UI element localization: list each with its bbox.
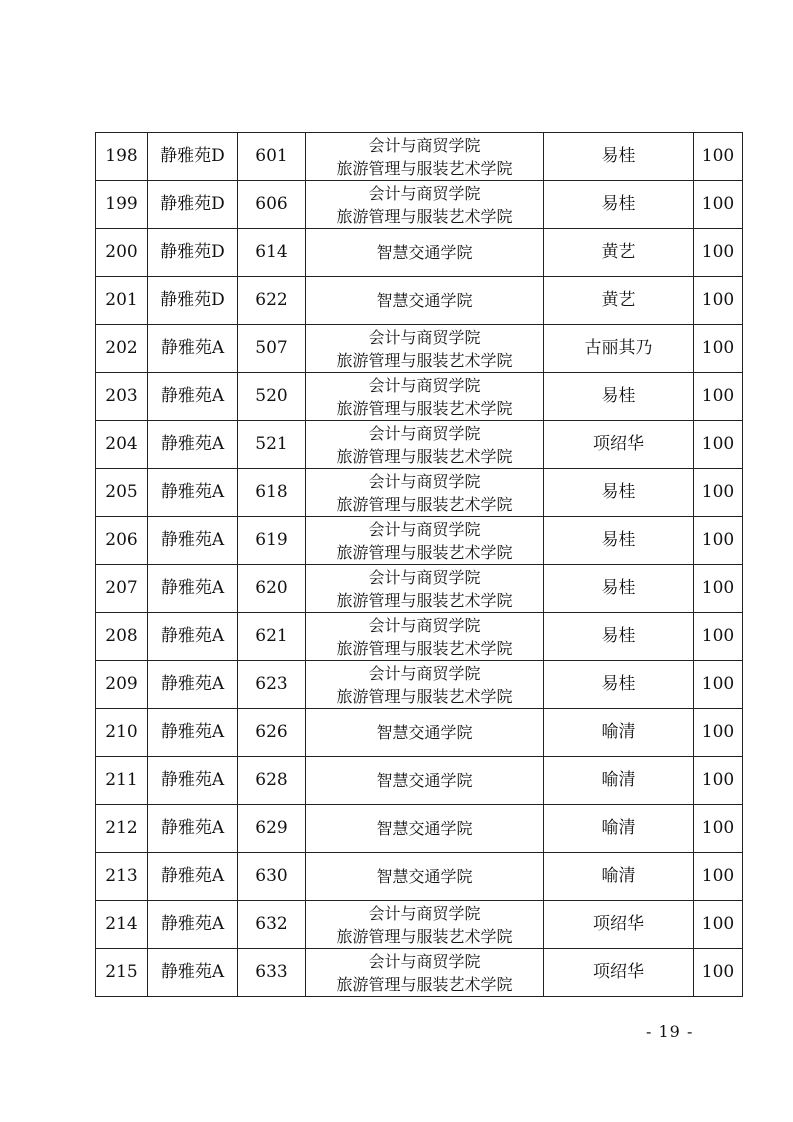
cell-number: 209 <box>96 661 148 709</box>
cell-score: 100 <box>694 613 743 661</box>
college-name: 旅游管理与服装艺术学院 <box>336 686 513 706</box>
cell-room: 621 <box>238 613 306 661</box>
college-name: 会计与商贸学院 <box>368 471 481 491</box>
cell-room: 507 <box>238 325 306 373</box>
cell-score: 100 <box>694 853 743 901</box>
college-name: 会计与商贸学院 <box>368 567 481 587</box>
cell-teacher: 项绍华 <box>544 421 694 469</box>
cell-room: 628 <box>238 757 306 805</box>
cell-college <box>306 709 544 757</box>
cell-room: 633 <box>238 949 306 997</box>
cell-college <box>306 277 544 325</box>
cell-room: 601 <box>238 133 306 181</box>
cell-building: 静雅苑A <box>148 757 238 805</box>
college-name: 旅游管理与服装艺术学院 <box>336 590 513 610</box>
cell-teacher: 易桂 <box>544 517 694 565</box>
cell-building: 静雅苑A <box>148 469 238 517</box>
cell-teacher: 易桂 <box>544 469 694 517</box>
college-name: 会计与商贸学院 <box>368 183 481 203</box>
college-name: 会计与商贸学院 <box>368 423 481 443</box>
cell-teacher: 易桂 <box>544 613 694 661</box>
college-name: 智慧交通学院 <box>376 867 473 886</box>
cell-teacher: 喻清 <box>544 709 694 757</box>
college-name: 旅游管理与服装艺术学院 <box>336 542 513 562</box>
cell-room: 618 <box>238 469 306 517</box>
cell-building: 静雅苑A <box>148 709 238 757</box>
college-name: 智慧交通学院 <box>376 243 473 262</box>
cell-number: 199 <box>96 181 148 229</box>
cell-number: 208 <box>96 613 148 661</box>
table-row <box>96 181 743 229</box>
table-row <box>96 757 743 805</box>
table-row <box>96 805 743 853</box>
cell-teacher: 古丽其乃 <box>544 325 694 373</box>
cell-score: 100 <box>694 517 743 565</box>
cell-building: 静雅苑D <box>148 277 238 325</box>
cell-room: 521 <box>238 421 306 469</box>
college-name: 会计与商贸学院 <box>368 615 481 635</box>
college-name: 智慧交通学院 <box>376 771 473 790</box>
cell-number: 204 <box>96 421 148 469</box>
cell-number: 210 <box>96 709 148 757</box>
cell-score: 100 <box>694 469 743 517</box>
cell-score: 100 <box>694 805 743 853</box>
college-name: 会计与商贸学院 <box>368 519 481 539</box>
cell-score: 100 <box>694 373 743 421</box>
table-row <box>96 949 743 997</box>
cell-room: 620 <box>238 565 306 613</box>
cell-college <box>306 661 544 709</box>
cell-teacher: 易桂 <box>544 565 694 613</box>
table-row <box>96 565 743 613</box>
cell-score: 100 <box>694 229 743 277</box>
cell-college <box>306 565 544 613</box>
cell-score: 100 <box>694 133 743 181</box>
table-row <box>96 277 743 325</box>
table-row <box>96 469 743 517</box>
cell-building: 静雅苑A <box>148 373 238 421</box>
table-row <box>96 421 743 469</box>
cell-building: 静雅苑A <box>148 565 238 613</box>
college-name: 会计与商贸学院 <box>368 375 481 395</box>
cell-number: 212 <box>96 805 148 853</box>
college-name: 智慧交通学院 <box>376 723 473 742</box>
table-row <box>96 373 743 421</box>
cell-teacher: 喻清 <box>544 853 694 901</box>
cell-room: 614 <box>238 229 306 277</box>
cell-college <box>306 517 544 565</box>
college-name: 会计与商贸学院 <box>368 135 481 155</box>
cell-building: 静雅苑D <box>148 181 238 229</box>
table-row <box>96 613 743 661</box>
cell-teacher: 易桂 <box>544 373 694 421</box>
cell-score: 100 <box>694 757 743 805</box>
college-name: 智慧交通学院 <box>376 291 473 310</box>
table-row <box>96 229 743 277</box>
cell-number: 215 <box>96 949 148 997</box>
cell-score: 100 <box>694 421 743 469</box>
table-row <box>96 325 743 373</box>
cell-building: 静雅苑A <box>148 421 238 469</box>
cell-teacher: 易桂 <box>544 661 694 709</box>
table-row <box>96 709 743 757</box>
college-name: 旅游管理与服装艺术学院 <box>336 926 513 946</box>
cell-score: 100 <box>694 901 743 949</box>
cell-room: 606 <box>238 181 306 229</box>
cell-building: 静雅苑A <box>148 613 238 661</box>
table-body <box>96 133 743 997</box>
cell-college <box>306 949 544 997</box>
cell-number: 213 <box>96 853 148 901</box>
cell-room: 632 <box>238 901 306 949</box>
cell-building: 静雅苑D <box>148 229 238 277</box>
table-row <box>96 517 743 565</box>
cell-building: 静雅苑A <box>148 661 238 709</box>
cell-college <box>306 421 544 469</box>
cell-room: 619 <box>238 517 306 565</box>
cell-college <box>306 901 544 949</box>
cell-college <box>306 325 544 373</box>
cell-number: 198 <box>96 133 148 181</box>
cell-teacher: 喻清 <box>544 805 694 853</box>
cell-score: 100 <box>694 949 743 997</box>
cell-college <box>306 469 544 517</box>
college-name: 智慧交通学院 <box>376 819 473 838</box>
cell-teacher: 易桂 <box>544 181 694 229</box>
cell-room: 520 <box>238 373 306 421</box>
cell-score: 100 <box>694 709 743 757</box>
cell-building: 静雅苑A <box>148 901 238 949</box>
cell-college <box>306 613 544 661</box>
cell-number: 202 <box>96 325 148 373</box>
cell-score: 100 <box>694 277 743 325</box>
cell-college <box>306 133 544 181</box>
cell-teacher: 黄艺 <box>544 229 694 277</box>
cell-building: 静雅苑A <box>148 949 238 997</box>
cell-college <box>306 229 544 277</box>
cell-number: 201 <box>96 277 148 325</box>
college-name: 旅游管理与服装艺术学院 <box>336 398 513 418</box>
cell-number: 205 <box>96 469 148 517</box>
cell-teacher: 易桂 <box>544 133 694 181</box>
cell-room: 630 <box>238 853 306 901</box>
college-name: 旅游管理与服装艺术学院 <box>336 350 513 370</box>
cell-number: 207 <box>96 565 148 613</box>
college-name: 会计与商贸学院 <box>368 951 481 971</box>
cell-teacher: 黄艺 <box>544 277 694 325</box>
cell-room: 626 <box>238 709 306 757</box>
college-name: 会计与商贸学院 <box>368 327 481 347</box>
cell-building: 静雅苑D <box>148 133 238 181</box>
cell-score: 100 <box>694 181 743 229</box>
cell-number: 206 <box>96 517 148 565</box>
cell-college <box>306 757 544 805</box>
cell-score: 100 <box>694 565 743 613</box>
cell-number: 214 <box>96 901 148 949</box>
cell-building: 静雅苑A <box>148 325 238 373</box>
table-row <box>96 133 743 181</box>
cell-number: 203 <box>96 373 148 421</box>
cell-college <box>306 853 544 901</box>
cell-score: 100 <box>694 325 743 373</box>
cell-college <box>306 805 544 853</box>
table-row <box>96 853 743 901</box>
cell-teacher: 喻清 <box>544 757 694 805</box>
cell-room: 629 <box>238 805 306 853</box>
cell-building: 静雅苑A <box>148 805 238 853</box>
college-name: 会计与商贸学院 <box>368 903 481 923</box>
table-row <box>96 661 743 709</box>
college-name: 旅游管理与服装艺术学院 <box>336 158 513 178</box>
cell-building: 静雅苑A <box>148 853 238 901</box>
cell-number: 200 <box>96 229 148 277</box>
college-name: 旅游管理与服装艺术学院 <box>336 206 513 226</box>
cell-score: 100 <box>694 661 743 709</box>
cell-college <box>306 373 544 421</box>
college-name: 旅游管理与服装艺术学院 <box>336 638 513 658</box>
college-name: 旅游管理与服装艺术学院 <box>336 974 513 994</box>
cell-room: 622 <box>238 277 306 325</box>
table-row <box>96 901 743 949</box>
cell-room: 623 <box>238 661 306 709</box>
page-number: - 19 - <box>646 1022 694 1041</box>
college-name: 旅游管理与服装艺术学院 <box>336 494 513 514</box>
dormitory-score-table <box>95 132 743 997</box>
cell-number: 211 <box>96 757 148 805</box>
cell-teacher: 项绍华 <box>544 901 694 949</box>
cell-building: 静雅苑A <box>148 517 238 565</box>
college-name: 旅游管理与服装艺术学院 <box>336 446 513 466</box>
cell-teacher: 项绍华 <box>544 949 694 997</box>
college-name: 会计与商贸学院 <box>368 663 481 683</box>
cell-college <box>306 181 544 229</box>
